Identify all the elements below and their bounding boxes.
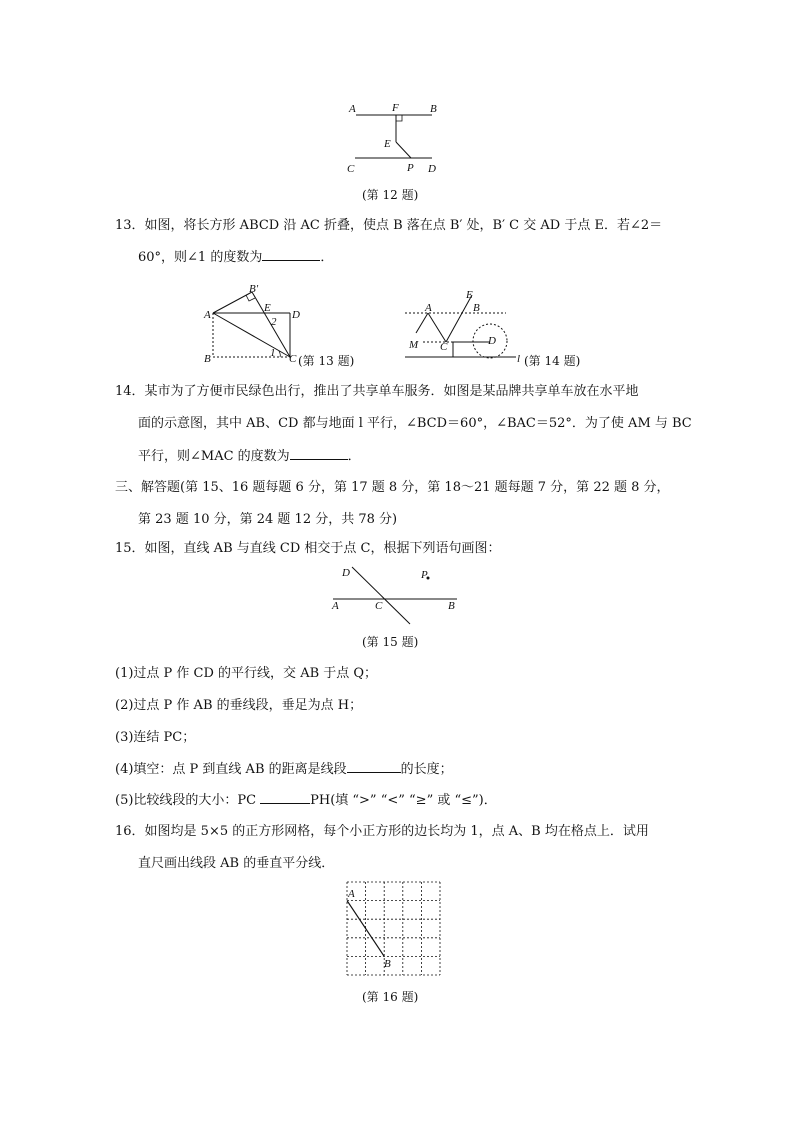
- section-3-scoring: 第 23 题 10 分，第 24 题 12 分，共 78 分): [138, 512, 398, 527]
- label-a: A: [348, 888, 355, 900]
- figure-13-caption: (第 13 题): [298, 354, 355, 368]
- q15-step-1: (1)过点 P 作 CD 的平行线，交 AB 于点 Q；: [115, 666, 378, 681]
- label-d: D: [428, 163, 436, 175]
- q16-line2: 直尺画出线段 AB 的垂直平分线．: [138, 856, 335, 871]
- q14-line1: 14．某市为了方便市民绿色出行，推出了共享单车服务．如图是某品牌共享单车放在水平地: [115, 384, 639, 399]
- label-d: D: [292, 309, 300, 321]
- label-l: l: [517, 353, 521, 365]
- q14-line2: 面的示意图，其中 AB、CD 都与地面 l 平行，∠BCD＝60°，∠BAC＝52°．为了使 AM 与 BC: [138, 416, 692, 431]
- label-angle-1: 1: [270, 347, 276, 359]
- figure-14-caption: (第 14 题): [524, 354, 581, 368]
- label-d: D: [488, 335, 496, 347]
- label-e: E: [264, 302, 271, 314]
- q15-step-2: (2)过点 P 作 AB 的垂线段，垂足为点 H；: [115, 698, 363, 713]
- label-b-prime: B′: [249, 283, 259, 295]
- grid-5x5: [347, 882, 440, 975]
- q15-step-5-text: (5)比较线段的大小：PC: [115, 793, 257, 808]
- q15-step-4-end: 的长度；: [400, 762, 453, 777]
- label-p: P: [421, 569, 428, 581]
- q13-line2-text: 60°，则∠1 的度数为: [138, 250, 263, 265]
- label-f: F: [392, 102, 399, 114]
- q16-line1: 16．如图均是 5×5 的正方形网格，每个小正方形的边长均为 1，点 A、B 均在格点上．试用: [115, 824, 649, 839]
- label-e: E: [466, 289, 473, 301]
- q13-line1: 13．如图，将长方形 ABCD 沿 AC 折叠，使点 B 落在点 B′ 处，B′ C 交 AD 于点 E．若∠2＝: [115, 218, 663, 233]
- label-b: B: [448, 600, 455, 612]
- label-a: A: [332, 600, 339, 612]
- label-c: C: [347, 163, 355, 175]
- label-b: B: [384, 958, 391, 970]
- label-b: B: [430, 103, 437, 115]
- q14-line3-end: ．: [347, 449, 361, 464]
- q14-line3-text: 平行，则∠MAC 的度数为: [138, 449, 290, 464]
- q13-line2-end: ．: [320, 250, 334, 265]
- label-e: E: [384, 138, 391, 150]
- label-c: C: [375, 600, 383, 612]
- label-c: C: [440, 341, 448, 353]
- figure-15-caption: (第 15 题): [362, 635, 419, 649]
- segment-ab: [347, 901, 384, 957]
- label-b: B: [473, 302, 480, 314]
- label-c: C: [289, 353, 297, 365]
- figure-12-caption: (第 12 题): [362, 188, 419, 202]
- label-a: A: [425, 302, 432, 314]
- figure-16-caption: (第 16 题): [362, 990, 419, 1004]
- q15-intro: 15．如图，直线 AB 与直线 CD 相交于点 C，根据下列语句画图：: [115, 541, 501, 556]
- label-a: A: [204, 309, 211, 321]
- q15-step-5-end: PH(填 “>” “<” “≥” 或 “≤”)．: [310, 793, 497, 808]
- q15-step-4-text: (4)填空：点 P 到直线 AB 的距离是线段: [115, 762, 347, 777]
- label-p: P: [407, 162, 414, 174]
- label-a: A: [349, 103, 356, 115]
- q15-step-3: (3)连结 PC；: [115, 730, 196, 745]
- label-angle-2: 2: [271, 316, 277, 328]
- label-b: B: [204, 353, 211, 365]
- label-d: D: [342, 567, 350, 579]
- label-m: M: [409, 339, 419, 351]
- section-3-heading: 三、解答题(第 15、16 题每题 6 分，第 17 题 8 分，第 18～21 题每题 7 分，第 22 题 8 分，: [115, 480, 670, 495]
